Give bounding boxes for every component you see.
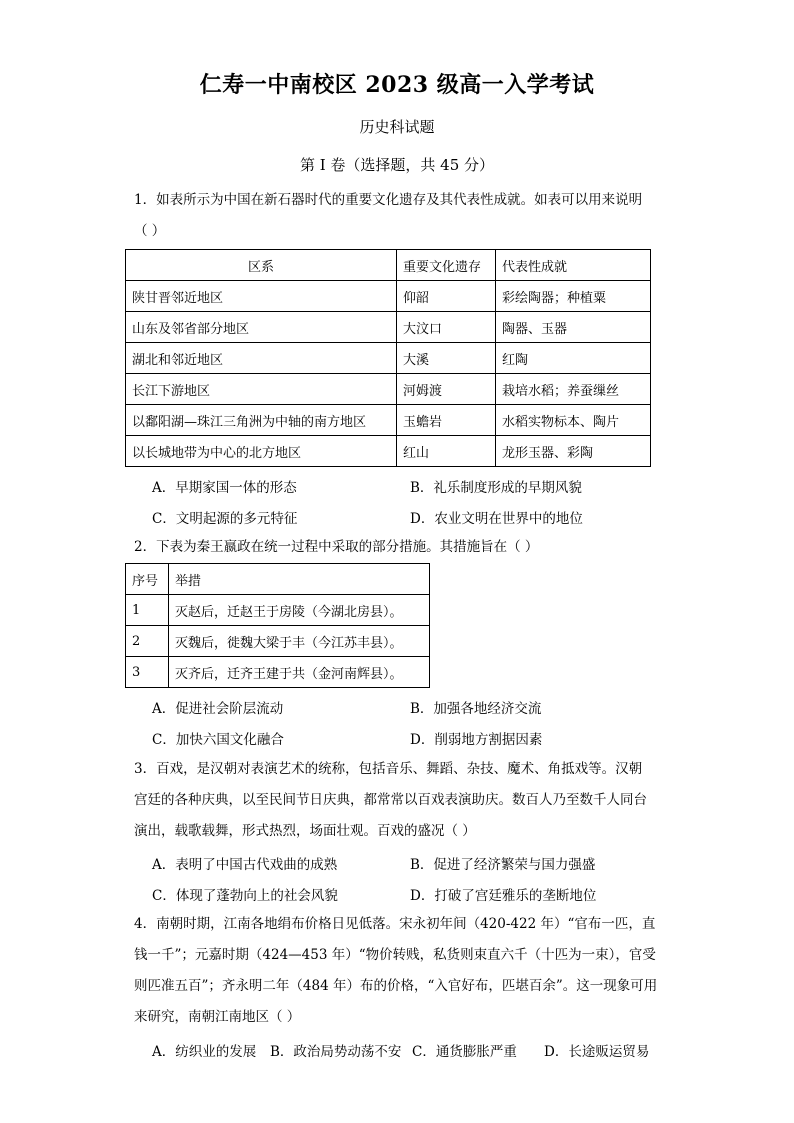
q4-line3: 则匹准五百”；齐永明二年（484 年）布的价格，“入官好布，匹堪百余”。这一现象可用	[134, 978, 658, 994]
q4-option-c: C．通货膨胀严重	[412, 1044, 517, 1060]
table-header-row	[126, 250, 651, 281]
q2-stem: 2．下表为秦王嬴政在统一过程中采取的部分措施。其措施旨在（ ）	[134, 539, 539, 555]
q4-option-d: D．长途贩运贸易	[544, 1044, 650, 1060]
q2-option-a: A．促进社会阶层流动	[152, 701, 284, 717]
q2-table	[125, 563, 430, 688]
table-cell: 3	[126, 657, 169, 688]
table-cell: 灭赵后，迁赵王于房陵（今湖北房县）。	[169, 595, 430, 626]
exam-subtitle: 历史科试题	[359, 118, 435, 136]
table-header-cell: 举措	[169, 564, 430, 595]
table-row	[126, 374, 651, 405]
table-cell: 红陶	[496, 343, 651, 374]
table-header-cell: 序号	[126, 564, 169, 595]
exam-title: 仁寿一中南校区 2023 级高一入学考试	[199, 72, 595, 98]
q3-option-c: C．体现了蓬勃向上的社会风貌	[152, 888, 338, 904]
table-header-row	[126, 564, 430, 595]
table-row	[126, 312, 651, 343]
table-cell: 1	[126, 595, 169, 626]
table-cell: 山东及邻省部分地区	[126, 312, 397, 343]
table-row	[126, 595, 430, 626]
table-cell: 大溪	[397, 343, 496, 374]
table-cell: 龙形玉器、彩陶	[496, 436, 651, 467]
q2-option-c: C．加快六国文化融合	[152, 732, 284, 748]
q2-option-d: D．削弱地方割据因素	[410, 732, 543, 748]
q3-option-d: D．打破了宫廷雅乐的垄断地位	[410, 888, 597, 904]
table-cell: 2	[126, 626, 169, 657]
table-cell: 红山	[397, 436, 496, 467]
table-row	[126, 436, 651, 467]
table-cell: 彩绘陶器；种植粟	[496, 281, 651, 312]
table-cell: 湖北和邻近地区	[126, 343, 397, 374]
q4-option-b: B．政治局势动荡不安	[270, 1044, 402, 1060]
q4-line1: 4．南朝时期，江南各地绢布价格日见低落。宋永初年间（420-422 年）“官布一匹，直	[134, 916, 656, 932]
q4-line4: 来研究，南朝江南地区（ ）	[134, 1009, 301, 1025]
q4-line2: 钱一千”；元嘉时期（424—453 年）“物价转贱，私货则束直六千（十匹为一束），官受	[134, 947, 656, 963]
table-row	[126, 657, 430, 688]
q1-table	[125, 249, 651, 467]
table-row	[126, 405, 651, 436]
q1-stem-line2: （ ）	[134, 223, 166, 239]
table-row	[126, 626, 430, 657]
table-cell: 河姆渡	[397, 374, 496, 405]
table-cell: 以鄱阳湖—珠江三角洲为中轴的南方地区	[126, 405, 397, 436]
table-row	[126, 281, 651, 312]
table-header-cell: 重要文化遗存	[397, 250, 496, 281]
q1-option-a: A．早期家国一体的形态	[152, 480, 297, 496]
table-cell: 仰韶	[397, 281, 496, 312]
q3-option-b: B．促进了经济繁荣与国力强盛	[410, 857, 596, 873]
table-cell: 陕甘晋邻近地区	[126, 281, 397, 312]
q1-option-c: C．文明起源的多元特征	[152, 511, 298, 527]
q1-stem-line1: 1．如表所示为中国在新石器时代的重要文化遗存及其代表性成就。如表可以用来说明	[134, 192, 643, 208]
table-cell: 栽培水稻；养蚕缫丝	[496, 374, 651, 405]
table-header-cell: 区系	[126, 250, 397, 281]
q2-option-b: B．加强各地经济交流	[410, 701, 542, 717]
table-cell: 以长城地带为中心的北方地区	[126, 436, 397, 467]
table-cell: 大汶口	[397, 312, 496, 343]
table-cell: 陶器、玉器	[496, 312, 651, 343]
q3-line1: 3．百戏，是汉朝对表演艺术的统称，包括音乐、舞蹈、杂技、魔术、角抵戏等。汉朝	[134, 761, 643, 777]
q1-option-b: B．礼乐制度形成的早期风貌	[410, 480, 582, 496]
q4-option-a: A．纺织业的发展	[152, 1044, 257, 1060]
table-header-cell: 代表性成就	[496, 250, 651, 281]
q3-line3: 演出，载歌载舞，形式热烈，场面壮观。百戏的盛况（ ）	[134, 823, 476, 839]
q3-option-a: A．表明了中国古代戏曲的成熟	[152, 857, 338, 873]
q3-line2: 宫廷的各种庆典，以至民间节日庆典，都常常以百戏表演助庆。数百人乃至数千人同台	[134, 792, 647, 808]
table-row	[126, 343, 651, 374]
q1-option-d: D．农业文明在世界中的地位	[410, 511, 583, 527]
table-cell: 长江下游地区	[126, 374, 397, 405]
section-heading: 第 I 卷（选择题，共 45 分）	[299, 156, 495, 174]
table-cell: 玉蟾岩	[397, 405, 496, 436]
table-cell: 水稻实物标本、陶片	[496, 405, 651, 436]
table-cell: 灭齐后，迁齐王建于共（金河南辉县）。	[169, 657, 430, 688]
table-cell: 灭魏后，徙魏大梁于丰（今江苏丰县）。	[169, 626, 430, 657]
